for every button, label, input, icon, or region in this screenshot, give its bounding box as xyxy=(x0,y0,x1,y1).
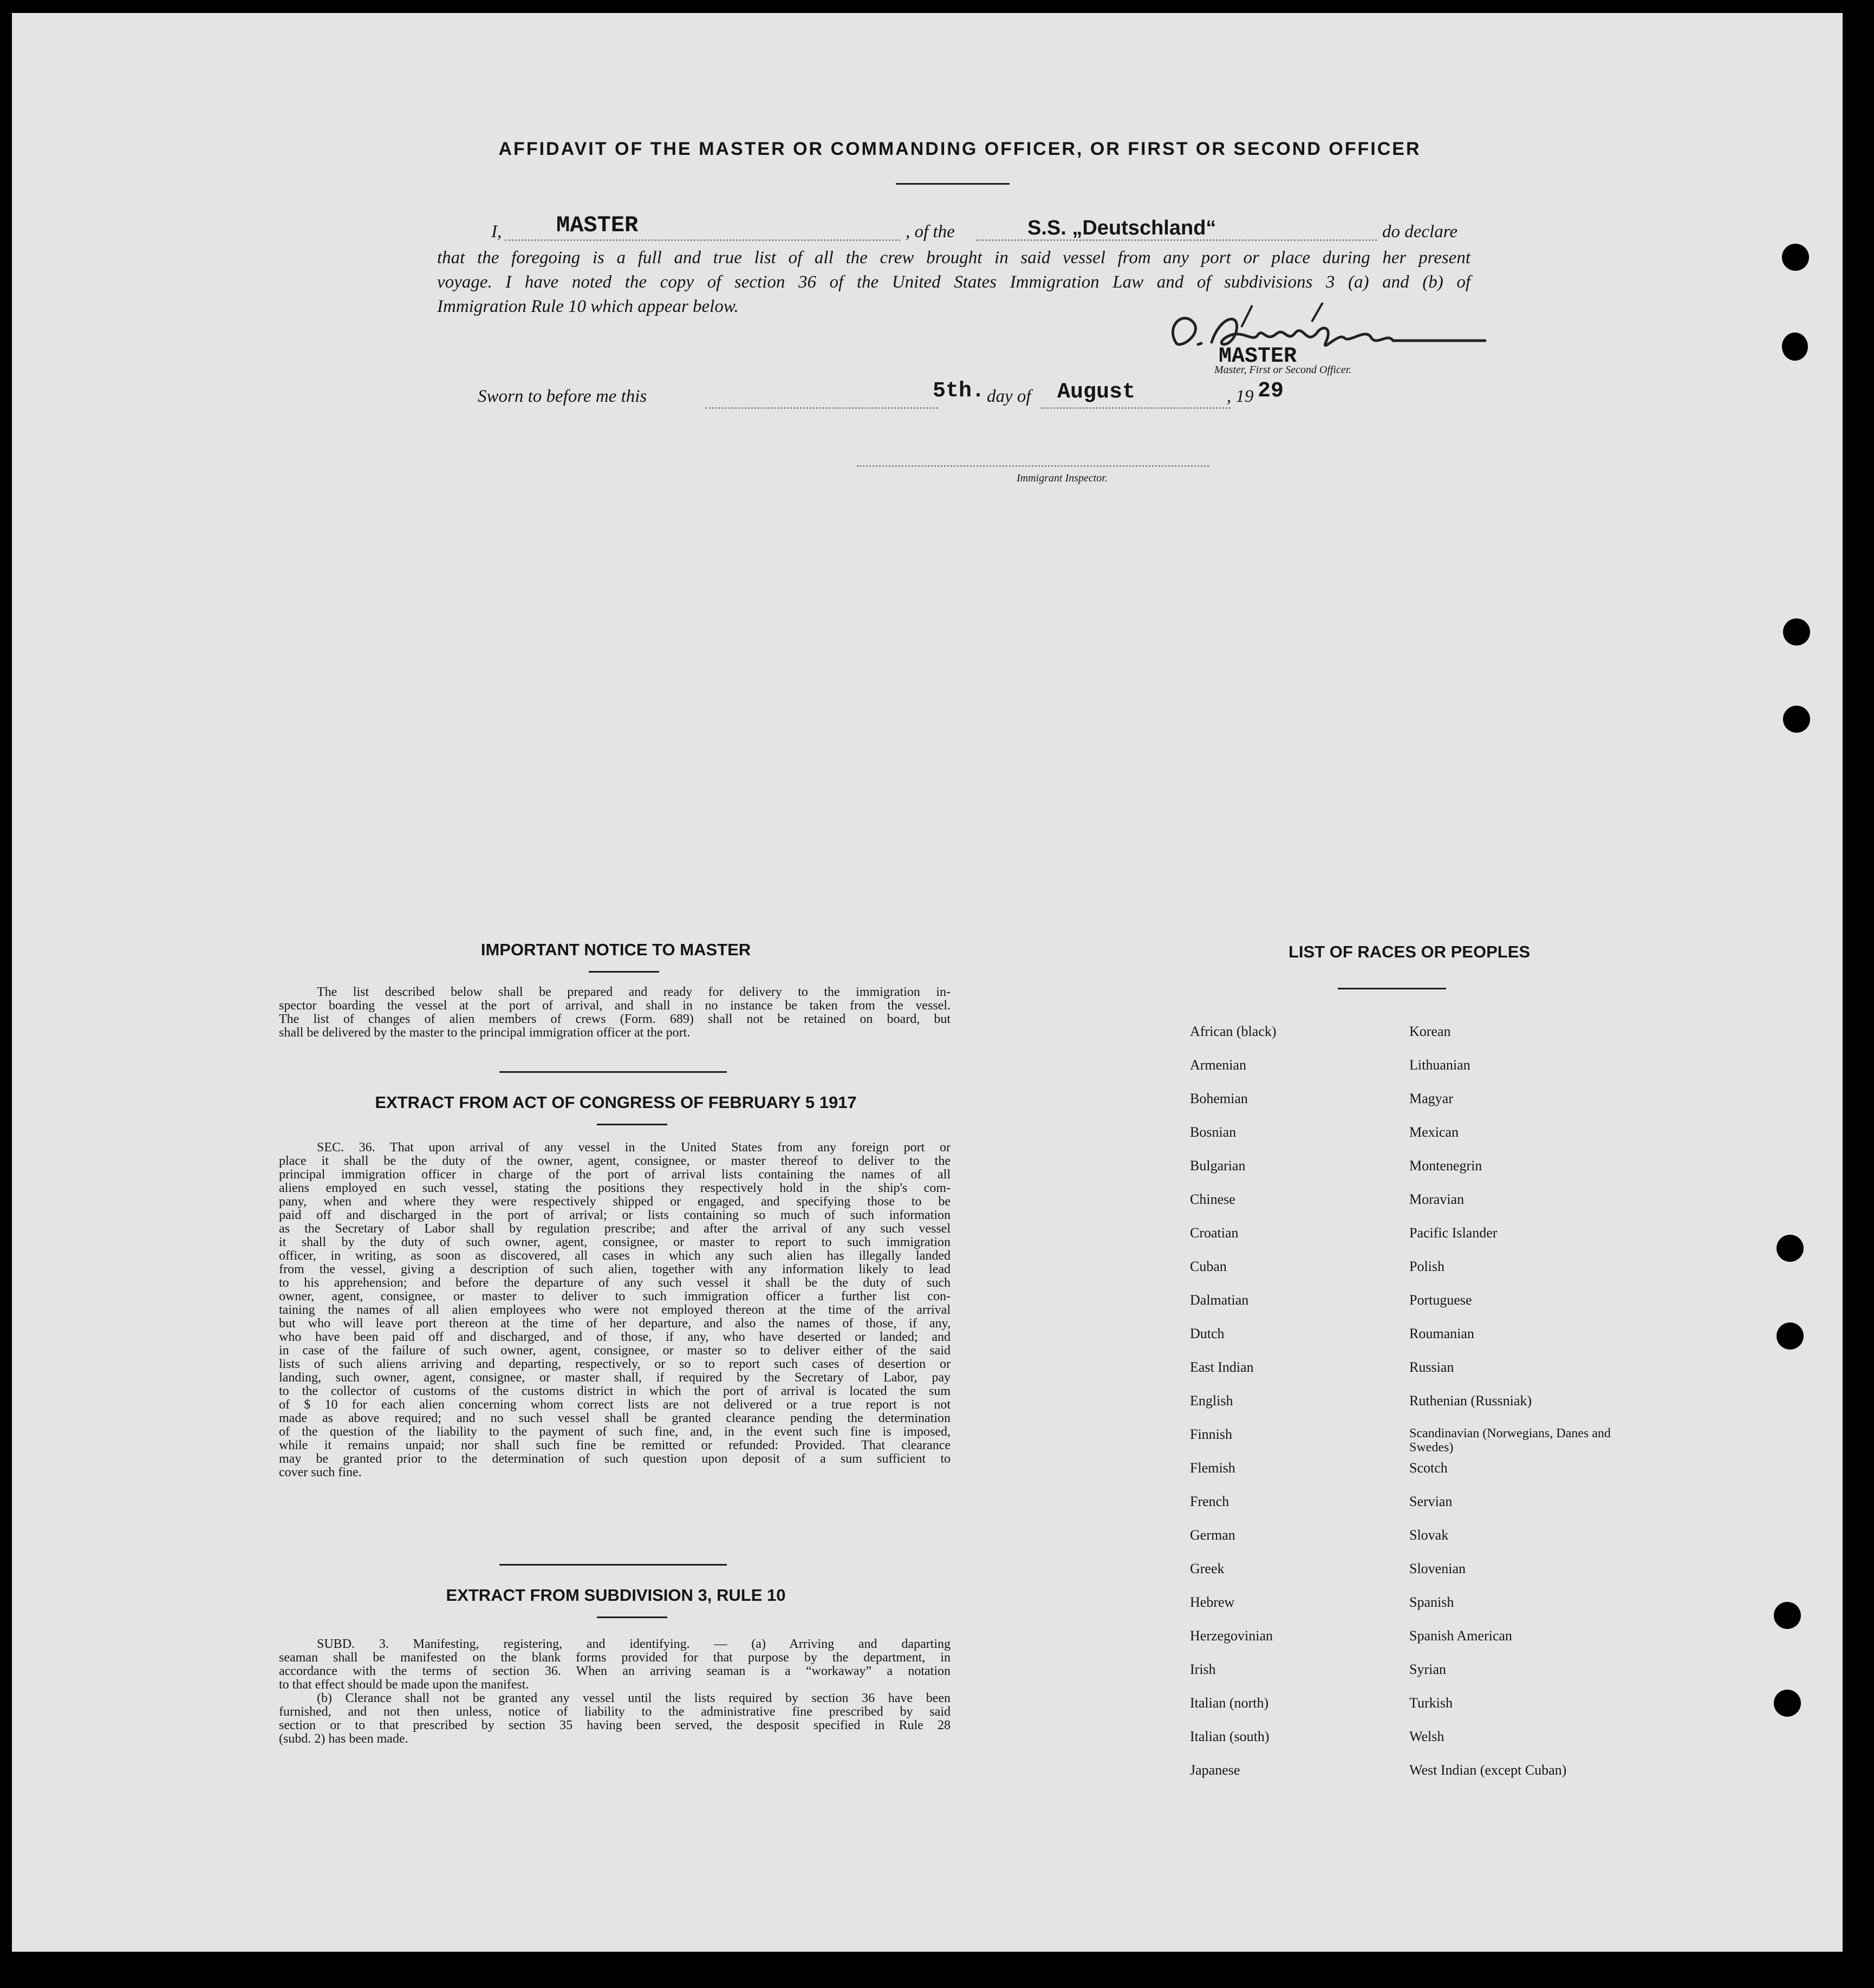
race-item: Korean xyxy=(1409,1024,1451,1039)
notice-line: spector boarding the vessel at the port of arrival, and shall in no instance be taken from the vessel. xyxy=(279,999,951,1013)
act-line: to the collector of customs of the customs district in which the port of arrival is located the sum xyxy=(279,1384,951,1398)
act-line: from the vessel, giving a description of such alien, together with any information likely to lead xyxy=(279,1262,951,1276)
day-value: 5th. xyxy=(933,379,985,403)
race-item: Dalmatian xyxy=(1190,1292,1249,1308)
race-item: Syrian xyxy=(1409,1661,1446,1677)
race-item: Scandinavian (Norwegians, Danes and Swedes) xyxy=(1409,1426,1611,1455)
race-item: Slovak xyxy=(1409,1527,1449,1543)
of-the-label: , of the xyxy=(906,222,955,242)
year-prefix: , 19 xyxy=(1227,387,1254,406)
act-line: may be granted prior to the determination of such question upon deposit of a sum sufficient to xyxy=(279,1452,951,1466)
act-underline xyxy=(597,1124,667,1125)
act-line: of $ 10 for each alien concerning whom correct lists are not delivered or a true report is not xyxy=(279,1398,951,1412)
act-line: landing, such owner, agent, consignee, or master shall, if required by the Secretary of Labor, pay xyxy=(279,1371,951,1385)
race-item: Mexican xyxy=(1409,1124,1459,1140)
document-page xyxy=(12,13,1843,1952)
binder-hole xyxy=(1774,1602,1801,1629)
act-title: EXTRACT FROM ACT OF CONGRESS OF FEBRUARY 5 1917 xyxy=(375,1093,857,1112)
race-item: French xyxy=(1190,1494,1229,1509)
notice-line: The list of changes of alien members of crews (Form. 689) shall not be retained on board, but xyxy=(279,1012,951,1026)
race-item: Turkish xyxy=(1409,1695,1453,1711)
subd-paragraph xyxy=(279,1638,951,1746)
act-line: but who will leave port thereon at the time of her departure, and also the names of those, if any, xyxy=(279,1316,951,1331)
title-underline xyxy=(896,183,1010,185)
race-item: Cuban xyxy=(1190,1259,1227,1274)
subd-title: EXTRACT FROM SUBDIVISION 3, RULE 10 xyxy=(446,1586,786,1605)
subd-line: furnished, and not then unless, notice of liability to the administrative fine prescribed by said xyxy=(279,1705,951,1719)
act-line: place it shall be the duty of the owner, agent, consignee, or master thereof to deliver to the xyxy=(279,1154,951,1168)
subd-line: (subd. 2) has been made. xyxy=(279,1732,408,1746)
act-line: taining the names of all alien employees who were not employed thereon at the time of the arrival xyxy=(279,1303,951,1317)
signature-image xyxy=(1160,295,1496,365)
act-line: paid off and discharged in the port of arrival; or lists containing so much of such information xyxy=(279,1208,951,1222)
subd-underline xyxy=(597,1617,667,1618)
binder-hole xyxy=(1777,1235,1804,1262)
notice-line: shall be delivered by the master to the principal immigration officer at the port. xyxy=(279,1026,691,1040)
signature-title: MASTER xyxy=(1219,344,1297,369)
act-line: owner, agent, consignee, or master to deliver to such immigration officer a further list con- xyxy=(279,1289,951,1303)
race-item: English xyxy=(1190,1393,1233,1409)
race-item: Montenegrin xyxy=(1409,1158,1482,1174)
year-value: 29 xyxy=(1258,379,1284,403)
act-paragraph xyxy=(279,1141,951,1479)
race-item: Chinese xyxy=(1190,1191,1235,1207)
month-dotted-line xyxy=(1041,407,1231,409)
act-line: while it remains unpaid; nor shall such fine be remitted or refunded: Provided. That clearance xyxy=(279,1438,951,1452)
race-item: Greek xyxy=(1190,1561,1225,1576)
act-line: cover such fine. xyxy=(279,1465,362,1479)
subd-line: accordance with the terms of section 36. When an arriving seaman is a “workaway” a notation xyxy=(279,1664,951,1678)
race-item: Ruthenian (Russniak) xyxy=(1409,1393,1532,1409)
master-name: MASTER xyxy=(556,212,639,238)
race-item: Irish xyxy=(1190,1661,1216,1677)
act-line: lists of such aliens arriving and departing, respectively, or so to report such cases of desertion or xyxy=(279,1357,951,1371)
binder-hole xyxy=(1782,333,1808,361)
inspector-dotted-line xyxy=(857,465,1209,467)
race-item: Moravian xyxy=(1409,1191,1465,1207)
race-item: Portuguese xyxy=(1409,1292,1472,1308)
race-item: Dutch xyxy=(1190,1326,1225,1341)
act-line: as the Secretary of Labor shall by regulation prescribe; and after the arrival of any such vessel xyxy=(279,1222,951,1236)
race-item: Spanish American xyxy=(1409,1628,1512,1644)
binder-hole xyxy=(1777,1322,1804,1350)
act-divider xyxy=(499,1564,727,1566)
subd-line: section or to that prescribed by section 35 having been served, the desposit specified in Rule 28 xyxy=(279,1718,951,1732)
act-line: it shall by the duty of such owner, agent, consignee, or master to report to such immigration xyxy=(279,1235,951,1249)
i-label: I, xyxy=(491,222,502,242)
race-item: German xyxy=(1190,1527,1235,1543)
races-title: LIST OF RACES OR PEOPLES xyxy=(1288,942,1531,961)
sworn-dotted-line xyxy=(705,407,938,409)
inspector-caption: Immigrant Inspector. xyxy=(1017,472,1108,484)
ship-name: S.S. „Deutschland“ xyxy=(1027,217,1216,239)
race-item: Spanish xyxy=(1409,1594,1454,1610)
binder-hole xyxy=(1783,618,1810,646)
race-item: West Indian (except Cuban) xyxy=(1409,1762,1567,1778)
signature-caption: Master, First or Second Officer. xyxy=(1214,364,1352,376)
act-line: to his apprehension; and before the departure of any such vessel it shall be the duty of such xyxy=(279,1276,951,1290)
race-item: Welsh xyxy=(1409,1729,1444,1744)
notice-divider xyxy=(499,1071,727,1073)
subd-line: seaman shall be manifested on the blank forms provided for that purpose by the department, in xyxy=(279,1651,951,1665)
race-item: Magyar xyxy=(1409,1091,1453,1106)
race-item: Pacific Islander xyxy=(1409,1225,1498,1241)
race-item: Italian (north) xyxy=(1190,1695,1269,1711)
declaration-line-3: voyage. I have noted the copy of section 36 of the United States Immigration Law and of subdivisions 3 (a) and (b) of xyxy=(437,272,1470,292)
subd-line: (b) Clerance shall not be granted any vessel until the lists required by section 36 have been xyxy=(317,1691,951,1705)
race-item: Lithuanian xyxy=(1409,1057,1470,1073)
race-item: Armenian xyxy=(1190,1057,1246,1073)
subd-line: SUBD. 3. Manifesting, registering, and identifying. — (a) Arriving and daparting xyxy=(317,1637,951,1651)
race-item: Scotch xyxy=(1409,1460,1448,1476)
race-item: Bulgarian xyxy=(1190,1158,1246,1174)
race-item: Japanese xyxy=(1190,1762,1240,1778)
notice-paragraph xyxy=(279,986,951,1040)
race-item: Italian (south) xyxy=(1190,1729,1270,1744)
declaration-line-2: that the foregoing is a full and true list of all the crew brought in said vessel from any port or place during her present xyxy=(437,248,1470,268)
race-item: East Indian xyxy=(1190,1359,1254,1375)
act-line: SEC. 36. That upon arrival of any vessel in the United States from any foreign port or xyxy=(317,1140,951,1155)
binder-hole xyxy=(1782,244,1809,271)
race-item: Russian xyxy=(1409,1359,1454,1375)
act-line: aliens employed en such vessel, stating the positions they respectively hold in the ship's com- xyxy=(279,1181,951,1195)
act-line: of the question of the liability to the payment of such fine, and, in the event such fine is imposed, xyxy=(279,1425,951,1439)
notice-underline xyxy=(589,971,659,973)
race-item: Slovenian xyxy=(1409,1561,1466,1576)
act-line: officer, in writing, as soon as discovered, all cases in which any such alien has illegally landed xyxy=(279,1249,951,1263)
month-value: August xyxy=(1057,380,1136,405)
affidavit-title: AFFIDAVIT OF THE MASTER OR COMMANDING OFFICER, OR FIRST OR SECOND OFFICER xyxy=(498,139,1421,159)
act-line: in case of the failure of such owner, agent, consignee, or master so to deliver either of the said xyxy=(279,1344,951,1358)
notice-line: The list described below shall be prepared and ready for delivery to the immigration in- xyxy=(317,985,951,999)
act-line: pany, when and where they were respectively shipped or engaged, and specifying those to be xyxy=(279,1195,951,1209)
declaration-line-4: Immigration Rule 10 which appear below. xyxy=(437,297,739,316)
race-item: Roumanian xyxy=(1409,1326,1474,1341)
race-item: Finnish xyxy=(1190,1426,1233,1442)
race-item: Polish xyxy=(1409,1259,1445,1274)
race-item: Bohemian xyxy=(1190,1091,1248,1106)
sworn-label: Sworn to before me this xyxy=(478,387,647,406)
race-item: Herzegovinian xyxy=(1190,1628,1273,1644)
act-line: principal immigration officer in charge of the port of arrival lists containing the names of all xyxy=(279,1168,951,1182)
day-of-label: day of xyxy=(987,387,1031,406)
binder-hole xyxy=(1774,1690,1801,1717)
binder-hole xyxy=(1783,706,1810,733)
act-line: made as above required; and no such vessel shall be granted clearance pending the determination xyxy=(279,1411,951,1425)
race-item: Croatian xyxy=(1190,1225,1239,1241)
do-declare-label: do declare xyxy=(1382,222,1457,242)
ship-dotted-line xyxy=(976,239,1377,241)
race-item: Hebrew xyxy=(1190,1594,1235,1610)
notice-title: IMPORTANT NOTICE TO MASTER xyxy=(480,940,751,959)
race-item: Flemish xyxy=(1190,1460,1235,1476)
subd-line: to that effect should be made upon the manifest. xyxy=(279,1678,529,1692)
races-underline xyxy=(1338,988,1446,989)
name-dotted-line xyxy=(505,239,900,241)
race-item: Bosnian xyxy=(1190,1124,1237,1140)
act-line: who have been paid off and discharged, and of those, if any, who have deserted or landed; and xyxy=(279,1330,951,1344)
races-right-column xyxy=(1409,1024,1626,1796)
races-left-column xyxy=(1190,1024,1385,1796)
race-item: African (black) xyxy=(1190,1024,1277,1039)
race-item: Servian xyxy=(1409,1494,1453,1509)
